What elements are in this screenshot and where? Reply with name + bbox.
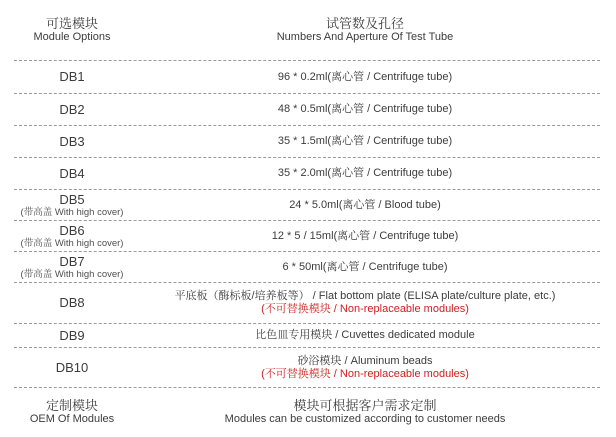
table-row [14,283,600,324]
non-replaceable-warning: (不可替换模块 / Non-replaceable modules) [261,367,469,380]
table-footer [14,392,600,432]
footer-module-cn: 定制模块 [45,398,98,413]
tube-spec: 砂浴模块 / Aluminum beads [297,354,433,367]
header-module-cell [14,16,130,44]
tube-spec: 平底板（酶标板/培养板等） / Flat bottom plate (ELISA plate/culture plate, etc.) [174,290,556,302]
module-note: (带高盖 With high cover) [20,268,124,280]
table-row [14,221,600,252]
tube-spec: 24 * 5.0ml(离心管 / Blood tube) [289,198,441,211]
non-replaceable-warning: (不可替换模块 / Non-replaceable modules) [261,303,469,315]
table-row [14,61,600,94]
table-row [14,94,600,126]
tube-spec: 12 * 5 / 15ml(离心管 / Centrifuge tube) [271,229,459,242]
module-name: DB8 [59,295,85,310]
table-row [14,126,600,158]
module-name: DB9 [59,327,85,343]
header-tube-cell [130,16,600,44]
tube-spec: 96 * 0.2ml(离心管 / Centrifuge tube) [277,70,453,83]
tube-spec: 6 * 50ml(离心管 / Centrifuge tube) [282,260,448,273]
tube-spec: 48 * 0.5ml(离心管 / Centrifuge tube) [277,103,453,115]
module-name: DB7 [59,253,85,269]
table-row [14,252,600,283]
footer-module-en: OEM Of Modules [29,413,115,425]
header-tube-en: Numbers And Aperture Of Test Tube [276,31,454,43]
module-name: DB2 [59,101,85,117]
module-name: DB6 [59,222,85,238]
table-row [14,190,600,221]
module-name: DB10 [55,359,89,375]
module-name: DB1 [59,69,85,84]
module-name: DB4 [59,165,85,181]
module-note: (带高盖 With high cover) [20,206,124,218]
header-tube-cn: 试管数及孔径 [325,16,404,31]
table-header [14,0,600,61]
header-module-cn: 可选模块 [45,16,98,31]
table-row [14,158,600,190]
module-name: DB3 [59,133,85,149]
tube-spec: 35 * 1.5ml(离心管 / Centrifuge tube) [277,135,453,147]
module-name: DB5 [59,191,85,207]
footer-custom-en: Modules can be customized according to customer needs [224,413,506,425]
tube-spec: 35 * 2.0ml(离心管 / Centrifuge tube) [277,167,453,179]
table-row [14,348,600,388]
footer-custom-cn: 模块可根据客户需求定制 [293,398,437,413]
module-note: (带高盖 With high cover) [20,237,124,249]
table-row [14,324,600,348]
header-module-en: Module Options [33,31,111,43]
tube-spec: 比色皿专用模块 / Cuvettes dedicated module [255,329,475,341]
